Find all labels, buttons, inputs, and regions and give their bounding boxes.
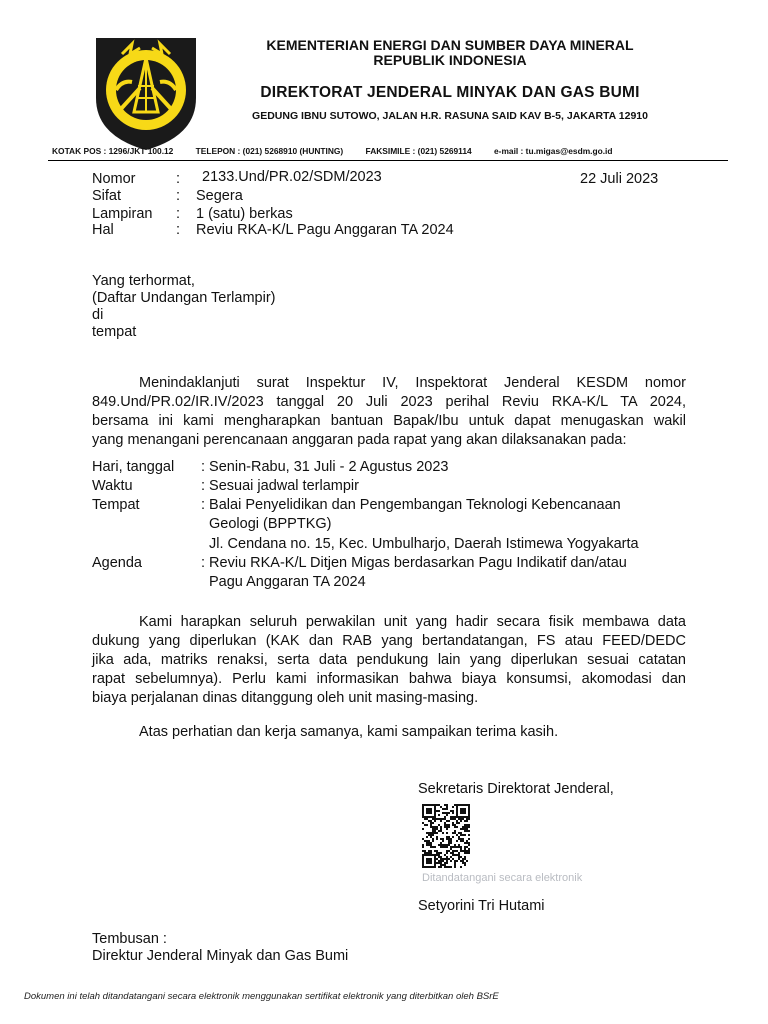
waktu-value: : Sesuai jadwal terlampir [201,478,359,494]
cc-label: Tembusan : [92,931,167,947]
sifat-colon: : [176,188,181,204]
nomor-label: Nomor [92,171,136,187]
sifat-value: Segera [196,188,243,204]
agenda-label: Agenda [92,555,142,571]
recipient-di: di [92,307,104,323]
cc-item: Direktur Jenderal Minyak dan Gas Bumi [92,948,349,964]
tempat-value-line-3: Jl. Cendana no. 15, Kec. Umbulharjo, Daerah Istimewa Yogyakarta [209,536,639,552]
lampiran-value: 1 (satu) berkas [196,206,293,222]
phone: TELEPON : (021) 5268910 (HUNTING) [195,146,344,156]
tempat-label: Tempat [92,497,140,513]
lampiran-colon: : [176,206,181,222]
lampiran-label: Lampiran [92,206,153,222]
paragraph-1-line-2: 849.Und/PR.02/IR.IV/2023 tanggal 20 Juli 2023 perihal Reviu RKA-K/L TA 2024, [92,394,686,410]
republic-name: REPUBLIK INDONESIA [373,52,527,68]
paragraph-2-line-1: Kami harapkan seluruh perwakilan unit yang hadir secara fisik membawa data [139,614,686,630]
nomor-colon: : [176,171,181,187]
email-link[interactable]: e-mail : tu.migas@esdm.go.id [494,146,613,156]
agenda-value-line-2: Pagu Anggaran TA 2024 [209,574,366,590]
waktu-label: Waktu [92,478,133,494]
paragraph-2-line-4: rapat sebelumnya). Perlu kami informasikan bahwa biaya konsumsi, akomodasi dan [92,671,686,687]
po-box: KOTAK POS : 1296/JKT 100.12 [52,146,174,156]
office-address: GEDUNG IBNU SUTOWO, JALAN H.R. RASUNA SAID KAV B-5, JAKARTA 12910 [252,110,648,122]
fax: FAKSIMILE : (021) 5269114 [365,146,472,156]
hari-value: : Senin-Rabu, 31 Juli - 2 Agustus 2023 [201,459,449,475]
letter-date: 22 Juli 2023 [580,171,659,187]
hal-label: Hal [92,222,114,238]
signatory-name: Setyorini Tri Hutami [418,898,545,914]
recipient-place: tempat [92,324,137,340]
paragraph-2-line-3: jika ada, matriks renaksi, serta data pendukung lain yang diperlukan sesuai catatan [92,652,686,668]
paragraph-1-line-4: yang menangani perencanaan anggaran pada rapat yang akan dilaksanakan pada: [92,432,627,448]
nomor-value: 2133.Und/PR.02/SDM/2023 [202,169,382,185]
greeting: Yang terhormat, [92,273,195,289]
sifat-label: Sifat [92,188,122,204]
hal-value: Reviu RKA-K/L Pagu Anggaran TA 2024 [196,222,454,238]
qr-code-icon [422,804,470,868]
contact-line [52,146,732,157]
signatory-title: Sekretaris Direktorat Jenderal, [418,781,614,797]
hal-colon: : [176,222,181,238]
directorate-name: DIREKTORAT JENDERAL MINYAK DAN GAS BUMI [260,84,640,101]
paragraph-2-line-5: biaya perjalanan dinas ditanggung oleh unit masing-masing. [92,690,479,706]
paragraph-1-line-1: Menindaklanjuti surat Inspektur IV, Inspektorat Jenderal KESDM nomor [139,375,686,391]
letterhead-divider [48,160,728,161]
tempat-value-line-2: Geologi (BPPTKG) [209,516,332,532]
ministry-logo [92,28,200,154]
closing-paragraph: Atas perhatian dan kerja samanya, kami sampaikan terima kasih. [139,724,559,740]
esign-note: Ditandatangani secara elektronik [422,872,583,884]
paragraph-2-line-2: dukung yang diperlukan (KAK dan RAB yang bertandatangan, FS atau FEED/DEDC [92,633,686,649]
ministry-name: KEMENTERIAN ENERGI DAN SUMBER DAYA MINERAL [266,37,634,53]
tempat-value-line-1: : Balai Penyelidikan dan Pengembangan Teknologi Kebencanaan [201,497,621,513]
hari-label: Hari, tanggal [92,459,175,475]
footer-disclaimer: Dokumen ini telah ditandatangani secara elektronik menggunakan sertifikat elektronik yang diterbitkan oleh BSrE [24,991,499,1002]
agenda-value-line-1: : Reviu RKA-K/L Ditjen Migas berdasarkan Pagu Indikatif dan/atau [201,555,627,571]
recipient-name: (Daftar Undangan Terlampir) [92,290,276,306]
paragraph-1-line-3: bersama ini kami mengharapkan bantuan Bapak/Ibu untuk dapat menugaskan wakil [92,413,686,429]
